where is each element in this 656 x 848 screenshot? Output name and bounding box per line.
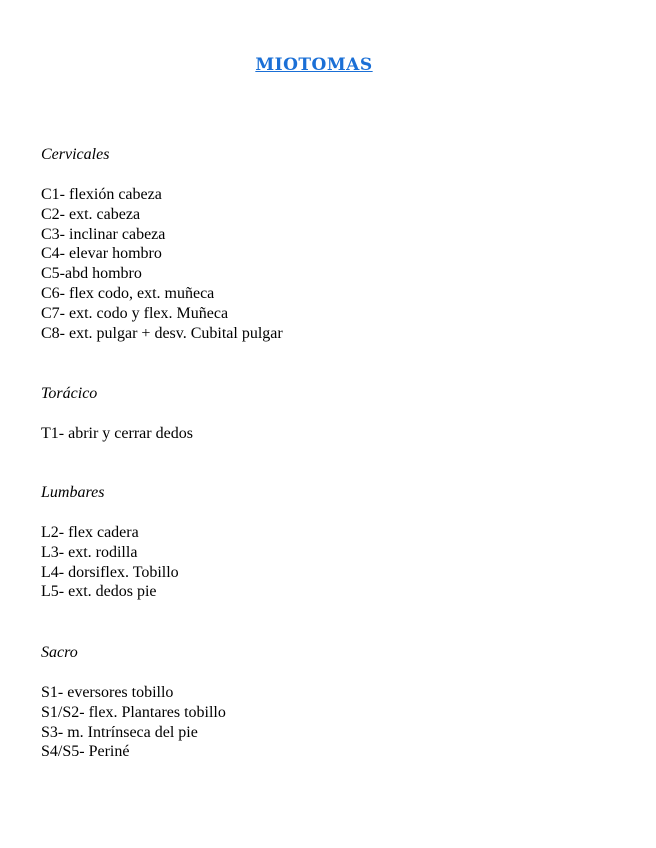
list-item: C8- ext. pulgar + desv. Cubital pulgar — [41, 324, 283, 342]
list-item: S4/S5- Periné — [41, 743, 130, 761]
list-item: C2- ext. cabeza — [41, 205, 141, 223]
list-item: L4- dorsiflex. Tobillo — [41, 563, 179, 581]
section-toracico — [41, 384, 601, 444]
list-item: C3- inclinar cabeza — [41, 225, 166, 243]
list-item: L2- flex cadera — [41, 524, 139, 541]
list-item: C5-abd hombro — [41, 265, 142, 283]
list-item: L5- ext. dedos pie — [41, 583, 157, 601]
list-item: C7- ext. codo y flex. Muñeca — [41, 304, 229, 322]
section-heading: Sacro — [41, 644, 78, 661]
list-item: C1- flexión cabeza — [41, 186, 162, 203]
list-item: L3- ext. rodilla — [41, 543, 138, 561]
list-item: S3- m. Intrínseca del pie — [41, 723, 198, 741]
section-heading: Torácico — [41, 385, 98, 402]
section-heading: Lumbares — [41, 484, 105, 501]
list-item: S1/S2- flex. Plantares tobillo — [41, 703, 226, 721]
section-heading: Cervicales — [41, 146, 110, 163]
section-cervicales — [41, 145, 601, 343]
list-item: C4- elevar hombro — [41, 245, 162, 263]
list-item: C6- flex codo, ext. muñeca — [41, 284, 215, 302]
list-item: T1- abrir y cerrar dedos — [41, 425, 193, 442]
section-sacro — [41, 643, 601, 762]
document-title: MIOTOMAS — [255, 55, 373, 75]
section-lumbares — [41, 483, 601, 602]
list-item: S1- eversores tobillo — [41, 684, 174, 701]
